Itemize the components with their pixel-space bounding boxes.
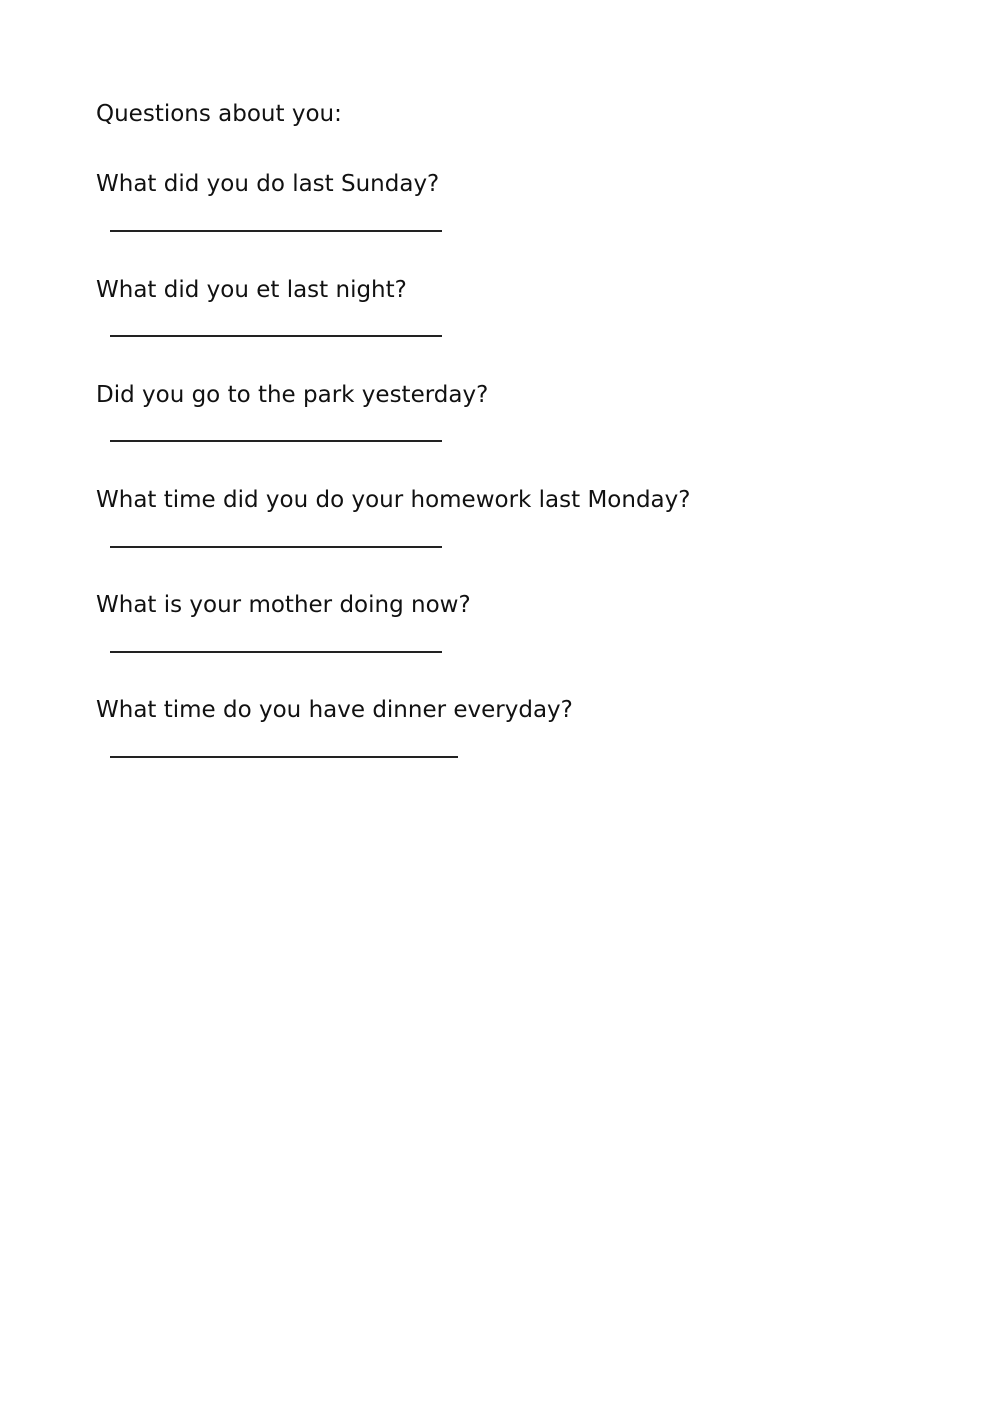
question-3: Did you go to the park yesterday? — [96, 382, 489, 408]
worksheet-heading: Questions about you: — [96, 101, 342, 127]
answer-line-4[interactable] — [110, 546, 442, 548]
question-4: What time did you do your homework last Monday? — [96, 487, 691, 513]
question-5: What is your mother doing now? — [96, 592, 471, 618]
answer-line-2[interactable] — [110, 335, 442, 337]
answer-line-6[interactable] — [110, 756, 458, 758]
question-6: What time do you have dinner everyday? — [96, 697, 573, 723]
answer-line-3[interactable] — [110, 440, 442, 442]
answer-line-1[interactable] — [110, 230, 442, 232]
question-1: What did you do last Sunday? — [96, 171, 440, 197]
question-2: What did you et last night? — [96, 277, 407, 303]
answer-line-5[interactable] — [110, 651, 442, 653]
